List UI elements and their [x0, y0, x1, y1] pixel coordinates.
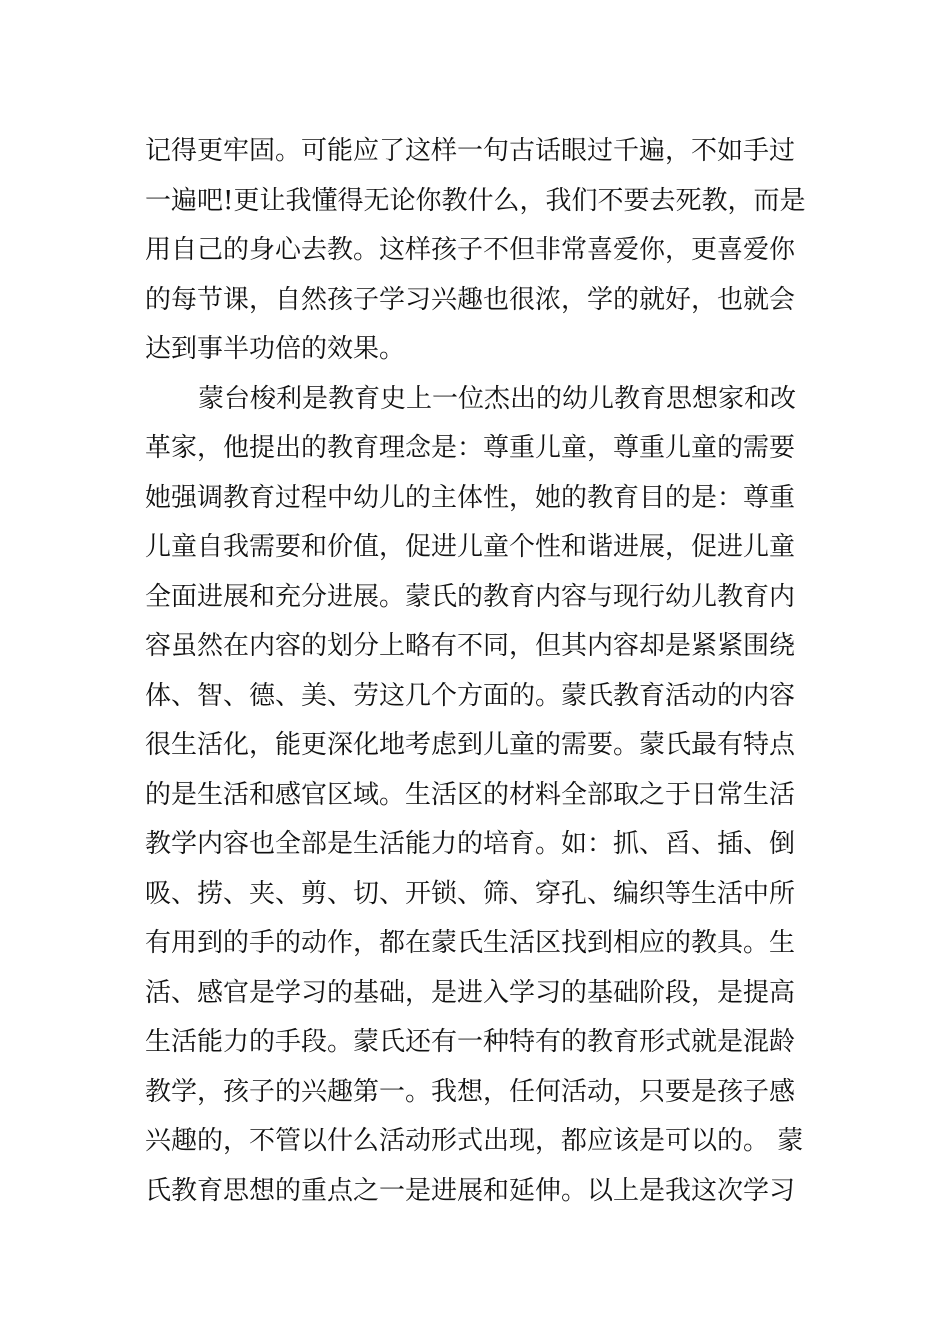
text-line: 很生活化，能更深化地考虑到儿童的需要。蒙氏最有特点: [145, 730, 796, 760]
text-line: 氏教育思想的重点之一是进展和延伸。以上是我这次学习: [145, 1175, 796, 1206]
text-line: 记得更牢固。可能应了这样一句古话眼过千遍，不如手过: [145, 136, 796, 166]
text-line: 教学，孩子的兴趣第一。我想，任何活动，只要是孩子感: [145, 1076, 796, 1107]
text-line: 全面进展和充分进展。蒙氏的教育内容与现行幼儿教育内: [145, 581, 796, 612]
text-line: 一遍吧!更让我懂得无论你教什么，我们不要去死教，而是: [145, 185, 806, 216]
document-body-text: [145, 127, 815, 1216]
text-line: 儿童自我需要和价值，促进儿童个性和谐进展，促进儿童: [145, 532, 796, 562]
text-line: 教学内容也全部是生活能力的培育。如：抓、舀、插、倒: [145, 829, 796, 859]
text-line: 体、智、德、美、劳这几个方面的。蒙氏教育活动的内容: [145, 680, 796, 711]
text-line: 吸、捞、夹、剪、切、开锁、筛、穿孔、编织等生活中所: [145, 878, 796, 909]
text-line: 有用到的手的动作，都在蒙氏生活区找到相应的教具。生: [145, 928, 796, 958]
text-line: 她强调教育过程中幼儿的主体性，她的教育目的是：尊重: [145, 482, 796, 513]
paragraph-first-line: 蒙台梭利是教育史上一位杰出的幼儿教育思想家和改: [198, 383, 797, 414]
text-line: 达到事半功倍的效果。: [145, 334, 406, 364]
text-line: 的是生活和感官区域。生活区的材料全部取之于日常生活: [145, 779, 796, 810]
text-line: 生活能力的手段。蒙氏还有一种特有的教育形式就是混龄: [145, 1027, 796, 1057]
text-line: 兴趣的，不管以什么活动形式出现，都应该是可以的。 蒙: [145, 1126, 804, 1156]
text-line: 革家，他提出的教育理念是：尊重儿童，尊重儿童的需要: [145, 433, 796, 463]
text-line: 用自己的身心去教。这样孩子不但非常喜爱你，更喜爱你: [145, 235, 796, 265]
text-line: 容虽然在内容的划分上略有不同，但其内容却是紧紧围绕: [145, 631, 796, 661]
text-line: 的每节课，自然孩子学习兴趣也很浓，学的就好，也就会: [145, 284, 796, 315]
text-line: 活、感官是学习的基础，是进入学习的基础阶段，是提高: [145, 977, 796, 1008]
